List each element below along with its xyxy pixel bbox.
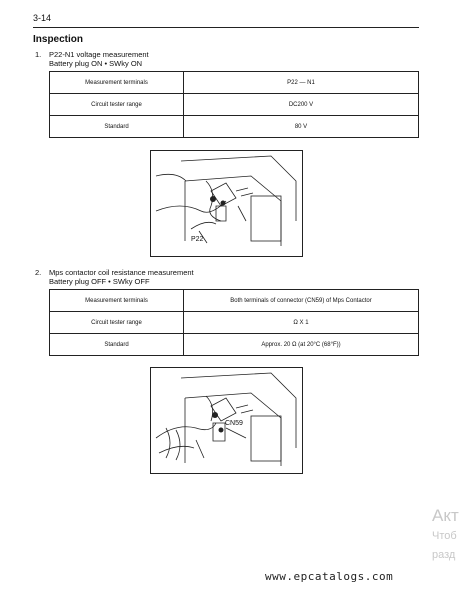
footer-url[interactable]: www.epcatalogs.com [265, 570, 394, 583]
p22-callout: P22 [191, 236, 204, 243]
watermark-line-1: Акт [432, 506, 459, 525]
row-label: Measurement terminals [50, 290, 184, 312]
row-value: Both terminals of connector (CN59) of Mps Contactor [184, 290, 419, 312]
item-2-heading [35, 268, 194, 286]
row-value: DC200 V [184, 94, 419, 116]
figure-cn59-measurement [150, 367, 303, 474]
table-row [50, 290, 419, 312]
row-label: Circuit tester range [50, 94, 184, 116]
row-value: Ω X 1 [184, 312, 419, 334]
p22-illustration [151, 151, 302, 256]
item-1-title: P22-N1 voltage measurement [49, 50, 149, 59]
page-number: 3-14 [33, 13, 52, 23]
row-label: Standard [50, 334, 184, 356]
table-row [50, 94, 419, 116]
cn59-callout: CN59 [225, 420, 243, 427]
row-value: P22 — N1 [184, 72, 419, 94]
item-2-spec-table [49, 289, 419, 356]
section-title: Inspection [33, 34, 84, 45]
row-label: Standard [50, 116, 184, 138]
item-2-condition: Battery plug OFF • SWky OFF [49, 277, 150, 286]
table-row [50, 312, 419, 334]
table-row [50, 72, 419, 94]
row-value: 80 V [184, 116, 419, 138]
item-2-number: 2. [35, 268, 42, 277]
watermark-line-2: Чтоб [432, 530, 457, 542]
table-row [50, 116, 419, 138]
figure-p22-measurement [150, 150, 303, 257]
table-row [50, 334, 419, 356]
item-1-condition: Battery plug ON • SWky ON [49, 59, 143, 68]
cn59-illustration [151, 368, 302, 473]
item-1-spec-table [49, 71, 419, 138]
item-2-title: Mps contactor coil resistance measurement [49, 268, 194, 277]
watermark-line-3: разд [432, 549, 456, 561]
header-rule [33, 27, 419, 28]
item-1-number: 1. [35, 50, 42, 59]
row-label: Circuit tester range [50, 312, 184, 334]
row-value: Approx. 20 Ω (at 20°C (68°F)) [184, 334, 419, 356]
item-1-heading [35, 50, 149, 68]
row-label: Measurement terminals [50, 72, 184, 94]
